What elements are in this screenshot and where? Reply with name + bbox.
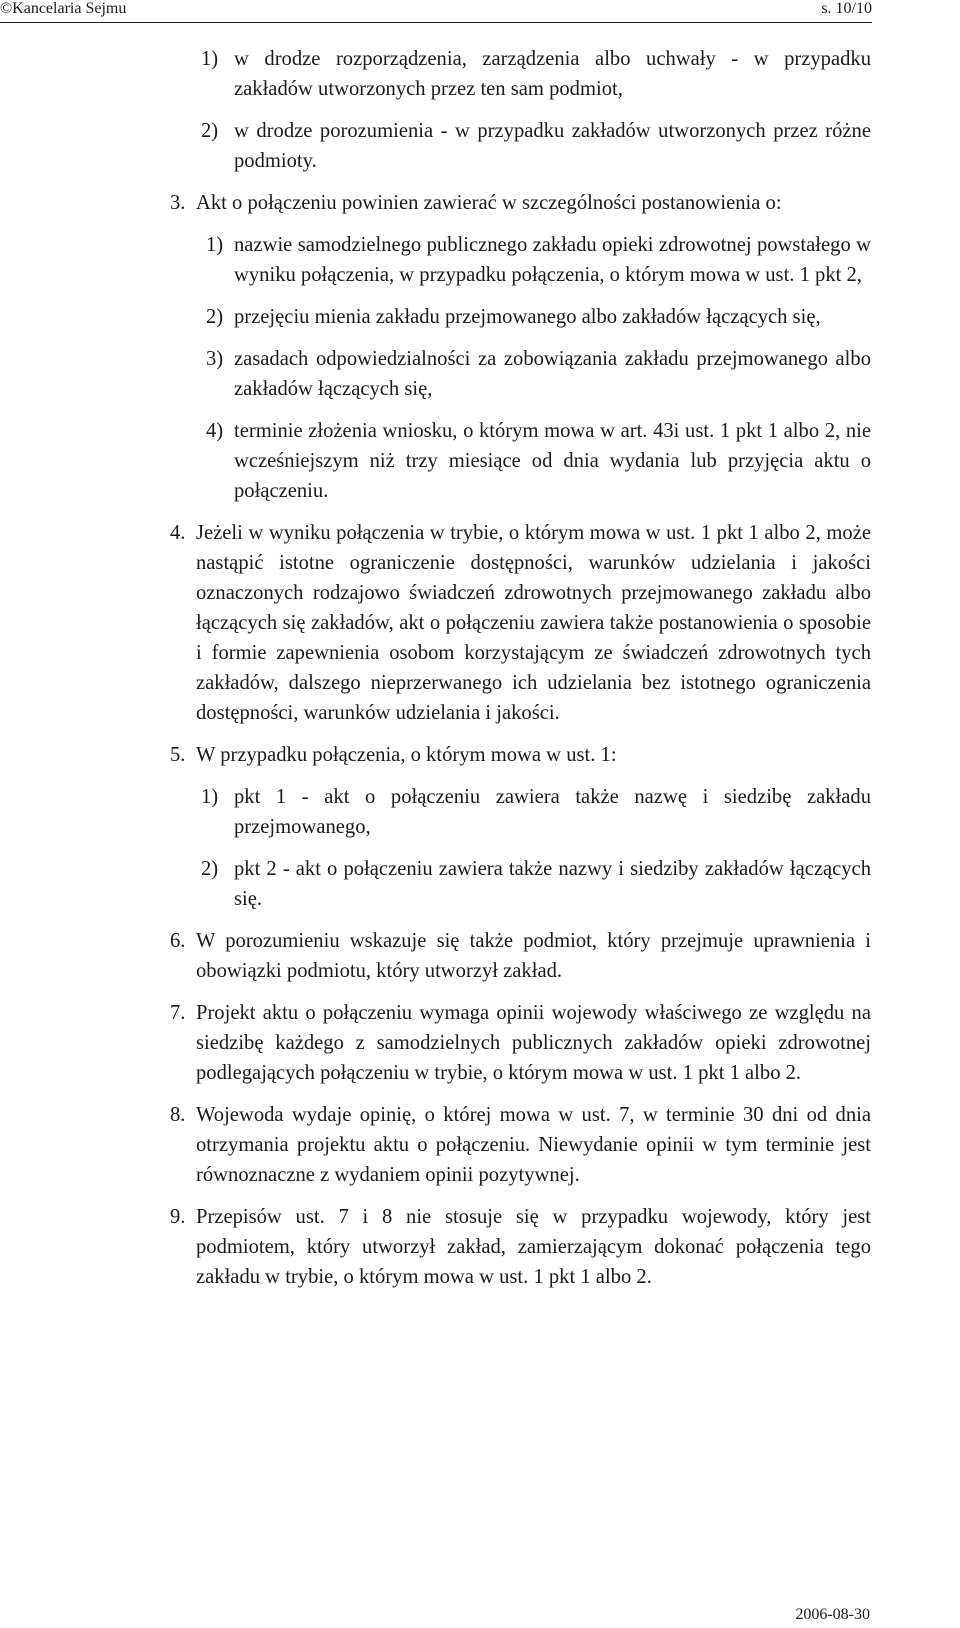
item-text: w drodze porozumienia - w przypadku zakładów utworzonych przez różne podmioty. [234, 120, 871, 172]
list-item [201, 782, 871, 842]
item-number: 2) [206, 306, 224, 328]
item-text: przejęciu mienia zakładu przejmowanego albo zakładów łączących się, [234, 306, 821, 328]
item-number: 2) [201, 120, 219, 142]
list-item [201, 116, 871, 176]
list-item [206, 302, 871, 332]
item-text: w drodze rozporządzenia, zarządzenia albo uchwały - w przypadku zakładów utworzonych przez ten sam podmiot, [234, 48, 871, 100]
item-number: 1) [201, 786, 219, 808]
page-header [0, 0, 872, 23]
copyright-label: ©Kancelaria Sejmu [0, 0, 127, 17]
section-paragraph [170, 998, 871, 1088]
item-text: terminie złożenia wniosku, o którym mowa w art. 43i ust. 1 pkt 1 albo 2, nie wcześniejszym niż trzy miesiące od dnia wydania lub przyjęcia aktu o połączeniu. [234, 420, 871, 502]
section-paragraph [170, 1202, 871, 1292]
list-item [206, 344, 871, 404]
item-number: 2) [201, 858, 219, 880]
section-text: Jeżeli w wyniku połączenia w trybie, o którym mowa w ust. 1 pkt 1 albo 2, może nastąpić istotne ograniczenie dostępności, warunków udzielania i jakości oznaczonych rodzajowo świadczeń zdrowotnych przejmowanego zakładu albo łączących się zakładów, akt o połączeniu zawiera także postanowienia o sposobie i formie zapewnienia osobom korzystającym ze świadczeń zdrowotnych tych zakładów, dalszego nieprzerwanego ich udzielania bez istotnego ograniczenia dostępności, warunków udzielania i jakości. [196, 522, 871, 724]
item-text: pkt 1 - akt o połączeniu zawiera także nazwę i siedzibę zakładu przejmowanego, [234, 786, 871, 838]
section-paragraph [170, 518, 871, 728]
section-text: Wojewoda wydaje opinię, o której mowa w ust. 7, w terminie 30 dni od dnia otrzymania projektu aktu o połączeniu. Niewydanie opinii w tym terminie jest równoznaczne z wydaniem opinii pozytywnej. [196, 1104, 871, 1186]
section-paragraph [170, 926, 871, 986]
section-number: 6. [170, 930, 186, 952]
list-item [201, 44, 871, 104]
section-text: Projekt aktu o połączeniu wymaga opinii wojewody właściwego ze względu na siedzibę każdego z samodzielnych publicznych zakładów opieki zdrowotnej podlegających połączeniu w trybie, o którym mowa w ust. 1 pkt 1 albo 2. [196, 1002, 871, 1084]
section-paragraph [170, 188, 871, 218]
section-text: Przepisów ust. 7 i 8 nie stosuje się w przypadku wojewody, który jest podmiotem, który utworzył zakład, zamierzającym dokonać połączenia tego zakładu w trybie, o którym mowa w ust. 1 pkt 1 albo 2. [196, 1206, 871, 1288]
item-text: pkt 2 - akt o połączeniu zawiera także nazwy i siedziby zakładów łączących się. [234, 858, 871, 910]
document-date: 2006-08-30 [795, 1606, 870, 1623]
document-body [0, 44, 960, 1304]
section-text: W porozumieniu wskazuje się także podmiot, który przejmuje uprawnienia i obowiązki podmiotu, który utworzył zakład. [196, 930, 871, 982]
page-number: s. 10/10 [821, 0, 872, 17]
section-number: 9. [170, 1206, 186, 1228]
section-number: 7. [170, 1002, 186, 1024]
list-item [206, 230, 871, 290]
list-item [201, 854, 871, 914]
section-number: 5. [170, 744, 186, 766]
section-number: 4. [170, 522, 186, 544]
section-number: 8. [170, 1104, 186, 1126]
section-paragraph [170, 740, 871, 770]
item-number: 1) [201, 48, 219, 70]
item-text: zasadach odpowiedzialności za zobowiązania zakładu przejmowanego albo zakładów łączących się, [234, 348, 871, 400]
item-number: 4) [206, 420, 224, 442]
section-text: W przypadku połączenia, o którym mowa w ust. 1: [196, 744, 617, 766]
section-paragraph [170, 1100, 871, 1190]
section-text: Akt o połączeniu powinien zawierać w szczególności postanowienia o: [196, 192, 782, 214]
item-text: nazwie samodzielnego publicznego zakładu opieki zdrowotnej powstałego w wyniku połączenia, w przypadku połączenia, o którym mowa w ust. 1 pkt 2, [234, 234, 871, 286]
section-number: 3. [170, 192, 186, 214]
item-number: 3) [206, 348, 224, 370]
item-number: 1) [206, 234, 224, 256]
list-item [206, 416, 871, 506]
